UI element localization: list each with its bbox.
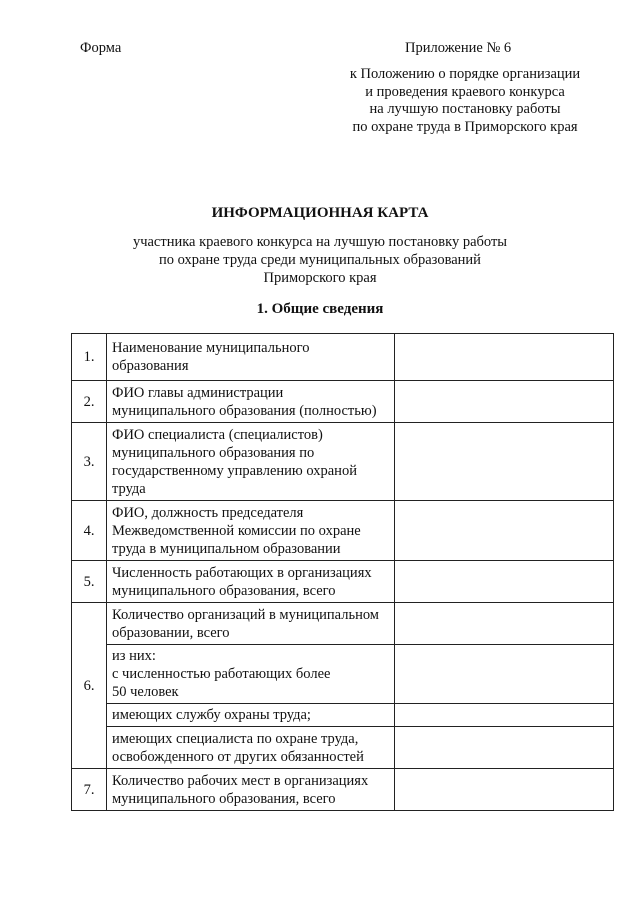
table-row (72, 603, 614, 645)
row-number: 4. (72, 501, 107, 561)
appendix-line: к Положению о порядке организации (349, 66, 581, 82)
card-subtitle-line: Приморского края (263, 270, 377, 286)
row-number: 5. (72, 561, 107, 603)
description-line: Наименование муниципального (112, 340, 310, 356)
description-line: государственному управлению охраной (112, 462, 357, 479)
description-line: ФИО специалиста (специалистов) (112, 426, 323, 443)
description-line: ФИО главы администрации (112, 384, 284, 401)
description-line: муниципального образования, всего (112, 790, 336, 807)
table-row (72, 381, 614, 423)
description-line: муниципального образования по (112, 444, 315, 461)
description-line: муниципального образования (полностью) (112, 402, 377, 419)
description-line: ФИО, должность председателя (112, 504, 304, 521)
row-number: 1. (72, 334, 107, 381)
description-line: Количество организаций в муниципальном (112, 606, 379, 623)
row-value-field[interactable] (395, 423, 614, 501)
row-value-field[interactable] (395, 501, 614, 561)
row-number: 7. (72, 769, 107, 811)
row-value-field[interactable] (395, 381, 614, 423)
table-row (72, 769, 614, 811)
row-description (107, 603, 395, 645)
appendix-subtitle (330, 66, 600, 136)
table-row (72, 501, 614, 561)
row-number: 3. (72, 423, 107, 501)
description-line: образования (112, 358, 189, 374)
row-description (107, 727, 395, 769)
row-description (107, 423, 395, 501)
row-description (107, 381, 395, 423)
row-description (107, 769, 395, 811)
section-title: 1. Общие сведения (256, 301, 384, 317)
row-description (107, 561, 395, 603)
row-description (107, 501, 395, 561)
row-number: 2. (72, 381, 107, 423)
appendix-line: на лучшую постановку работы (369, 101, 561, 117)
appendix-title: Приложение № 6 (405, 40, 512, 56)
row-value-field[interactable] (395, 603, 614, 645)
card-title: ИНФОРМАЦИОННАЯ КАРТА (211, 205, 429, 221)
description-line: Межведомственной комиссии по охране (112, 522, 361, 539)
card-subtitle-line: по охране труда среди муниципальных образований (159, 252, 481, 268)
description-line: 50 человек (112, 684, 179, 700)
general-info-table (71, 333, 614, 811)
card-subtitle-line: участника краевого конкурса на лучшую постановку работы (132, 234, 508, 250)
description-line: имеющих службу охраны труда; (112, 707, 311, 723)
row-description (107, 334, 395, 381)
row-value-field[interactable] (395, 727, 614, 769)
description-line: труда (112, 480, 146, 497)
description-line: муниципального образования, всего (112, 582, 336, 599)
table-row (72, 423, 614, 501)
description-line: имеющих специалиста по охране труда, (112, 730, 359, 747)
row-number: 6. (72, 603, 107, 769)
row-value-field[interactable] (395, 769, 614, 811)
appendix-line: и проведения краевого конкурса (365, 83, 565, 100)
table-row (72, 561, 614, 603)
description-line: образовании, всего (112, 624, 230, 641)
description-line: освобожденного от других обязанностей (112, 748, 364, 765)
description-line: труда в муниципальном образовании (112, 540, 341, 557)
table-row (72, 704, 614, 727)
description-line: с численностью работающих более (112, 666, 331, 682)
description-line: Численность работающих в организациях (112, 564, 372, 581)
description-line: Количество рабочих мест в организациях (112, 772, 369, 789)
row-value-field[interactable] (395, 645, 614, 704)
description-line: из них: (112, 648, 156, 664)
row-value-field[interactable] (395, 704, 614, 727)
row-description (107, 704, 395, 727)
table-row (72, 727, 614, 769)
card-subtitle (100, 233, 540, 287)
form-label: Форма (80, 40, 122, 56)
row-description (107, 645, 395, 704)
appendix-line: по охране труда в Приморского края (352, 118, 578, 135)
table-row (72, 334, 614, 381)
row-value-field[interactable] (395, 561, 614, 603)
table-row (72, 645, 614, 704)
row-value-field[interactable] (395, 334, 614, 381)
